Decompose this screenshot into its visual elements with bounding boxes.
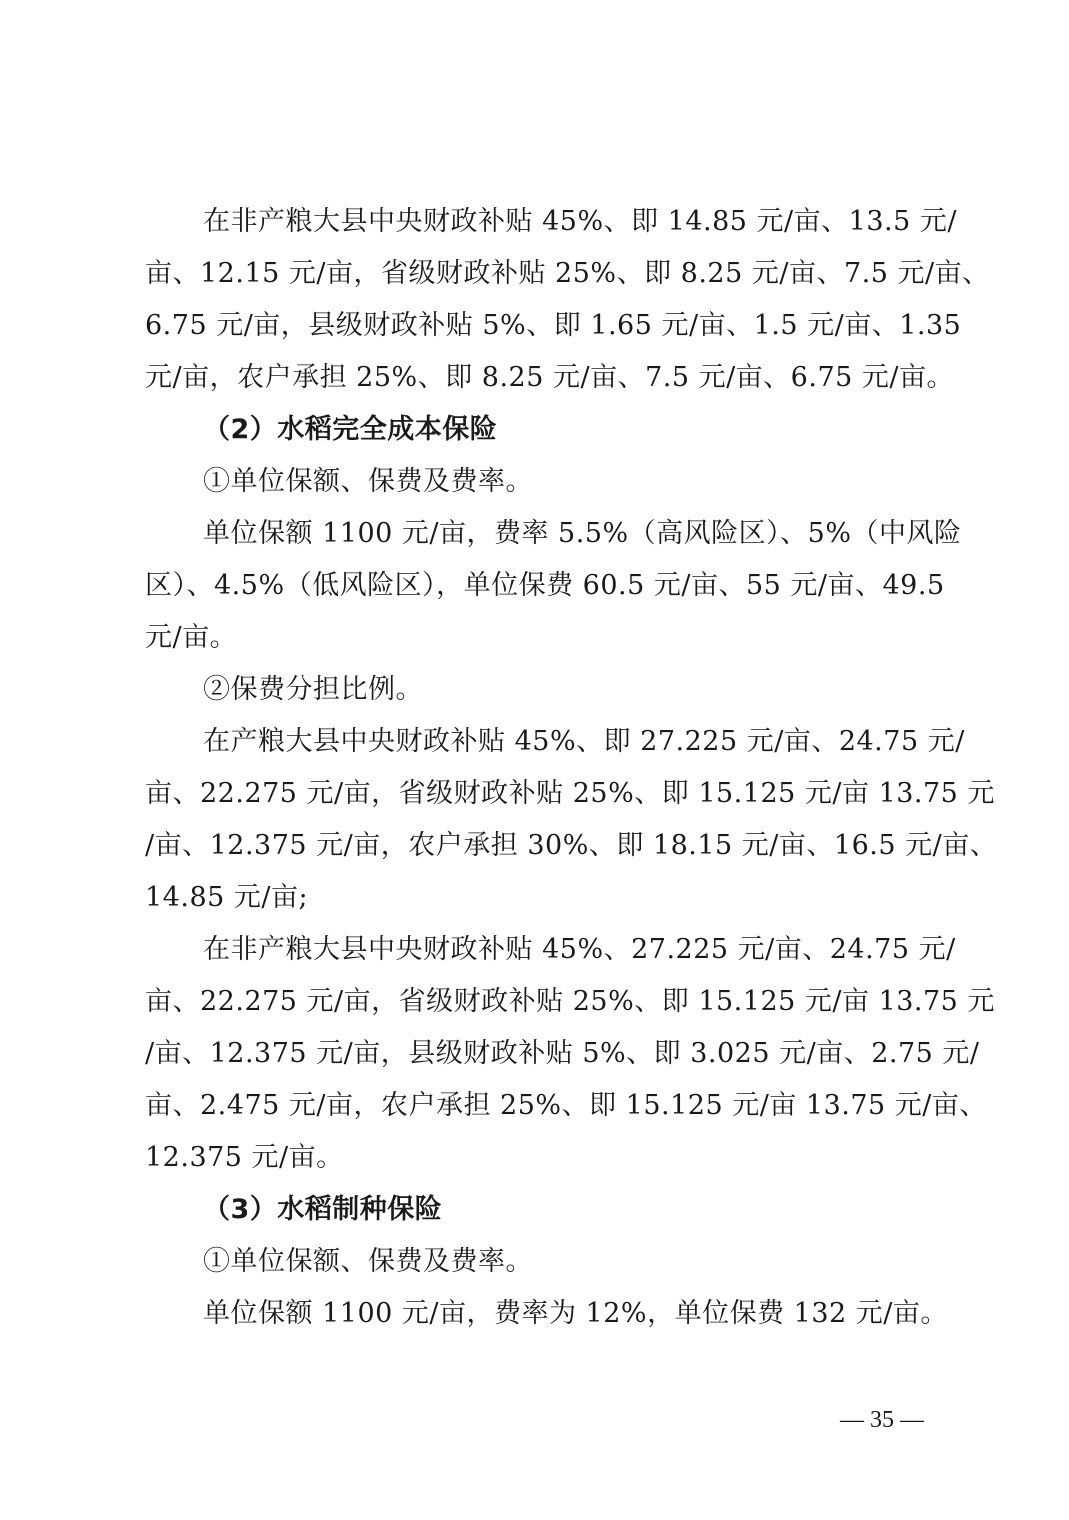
paragraph-line: 亩、22.275 元/亩，省级财政补贴 25%、即 15.125 元/亩 13.75 元 [145, 778, 995, 809]
paragraph-line: 单位保额 1100 元/亩，费率 5.5%（高风险区）、5%（中风险 [203, 518, 962, 549]
paragraph-line: 12.375 元/亩。 [145, 1142, 344, 1173]
paragraph-line: /亩、12.375 元/亩，县级财政补贴 5%、即 3.025 元/亩、2.75 元/ [145, 1038, 980, 1069]
paragraph-line: 元/亩，农户承担 25%、即 8.25 元/亩、7.5 元/亩、6.75 元/亩。 [145, 362, 954, 393]
paragraph-line: 在非产粮大县中央财政补贴 45%、即 14.85 元/亩、13.5 元/ [203, 206, 957, 237]
paragraph-line: 在非产粮大县中央财政补贴 45%、27.225 元/亩、24.75 元/ [203, 934, 956, 965]
subsection-title: ①单位保额、保费及费率。 [203, 466, 533, 497]
paragraph-line: 亩、22.275 元/亩，省级财政补贴 25%、即 15.125 元/亩 13.75 元 [145, 986, 995, 1017]
subsection-title: ②保费分担比例。 [203, 674, 423, 705]
paragraph-line: 6.75 元/亩，县级财政补贴 5%、即 1.65 元/亩、1.5 元/亩、1.35 [145, 310, 962, 341]
subsection-title: ①单位保额、保费及费率。 [203, 1246, 533, 1277]
paragraph-line: 14.85 元/亩; [145, 882, 309, 913]
section-heading: （2）水稻完全成本保险 [203, 414, 498, 445]
paragraph-line: 亩、2.475 元/亩，农户承担 25%、即 15.125 元/亩 13.75 元/亩、 [145, 1090, 987, 1121]
paragraph-line: 亩、12.15 元/亩，省级财政补贴 25%、即 8.25 元/亩、7.5 元/亩、 [145, 258, 990, 289]
paragraph-line: 在产粮大县中央财政补贴 45%、即 27.225 元/亩、24.75 元/ [203, 726, 965, 757]
paragraph-line: 区）、4.5%（低风险区），单位保费 60.5 元/亩、55 元/亩、49.5 [145, 570, 945, 601]
page-number: — 35 — [840, 1407, 924, 1433]
section-heading: （3）水稻制种保险 [203, 1194, 443, 1225]
paragraph-line: /亩、12.375 元/亩，农户承担 30%、即 18.15 元/亩、16.5 元/亩、 [145, 830, 998, 861]
paragraph-line: 元/亩。 [145, 622, 238, 653]
paragraph-line: 单位保额 1100 元/亩，费率为 12%，单位保费 132 元/亩。 [203, 1298, 948, 1329]
